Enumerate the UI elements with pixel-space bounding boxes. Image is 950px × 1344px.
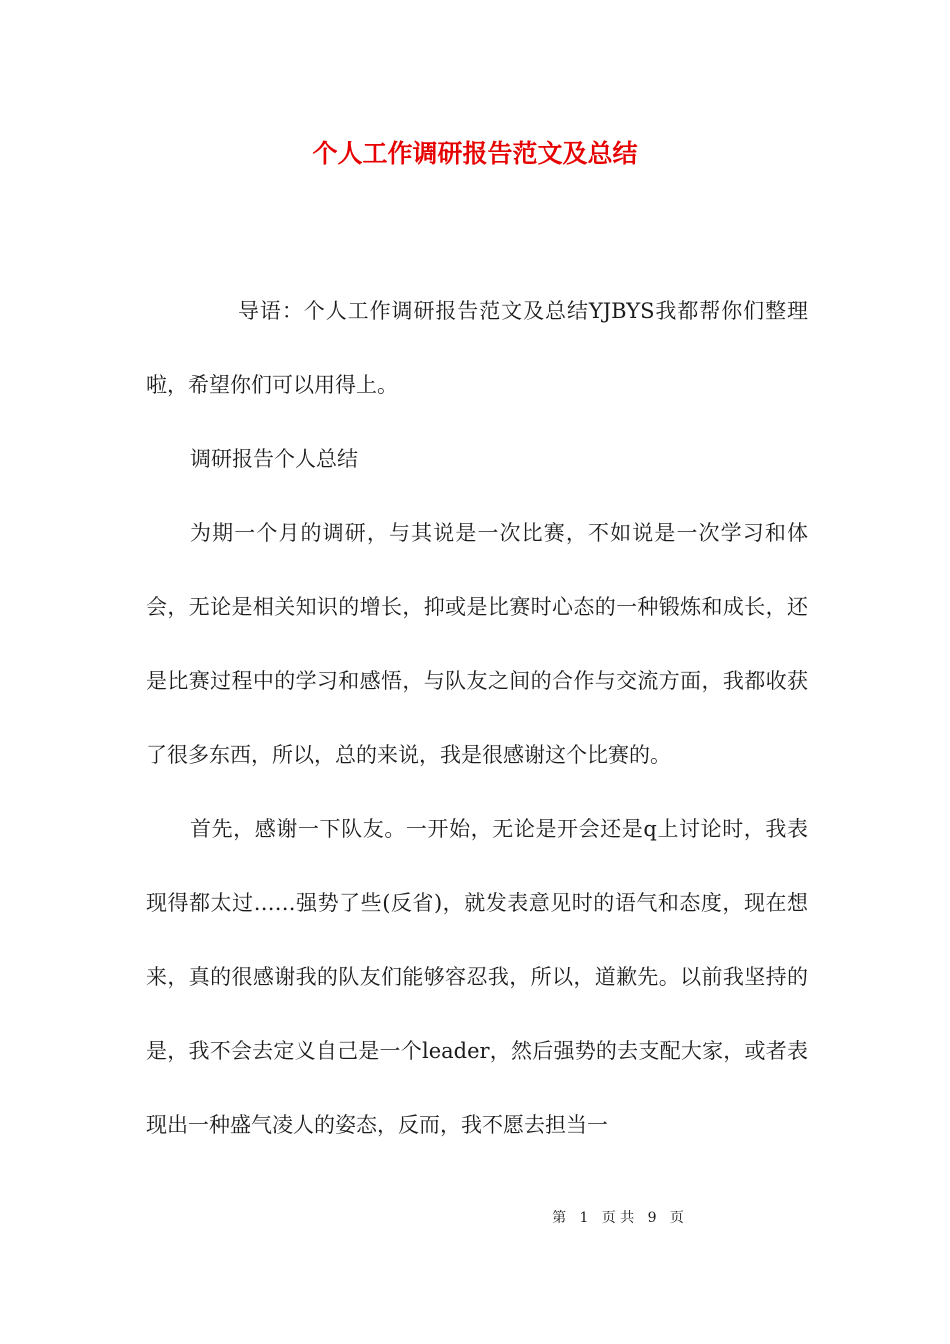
document-body xyxy=(146,274,808,1162)
page-footer xyxy=(0,1206,950,1230)
intro-paragraph: 导语：个人工作调研报告范文及总结YJBYS我都帮你们整理啦，希望你们可以用得上。 xyxy=(146,299,808,397)
document-title: 个人工作调研报告范文及总结 xyxy=(312,139,638,168)
footer-total-pages: 9 xyxy=(647,1210,657,1226)
footer-prefix: 第 xyxy=(552,1210,567,1226)
footer-middle: 页 共 xyxy=(601,1210,635,1226)
footer-current-page: 1 xyxy=(579,1210,589,1226)
footer-suffix: 页 xyxy=(669,1210,684,1226)
body-paragraph: 首先，感谢一下队友。一开始，无论是开会还是q上讨论时，我表现得都太过……强势了些(反省)，就发表意见时的语气和态度，现在想来，真的很感谢我的队友们能够容忍我，所以，道歉先。以前我坚持的是，我不会去定义自己是一个leader，然后强势的去支配大家，或者表现出一种盛气凌人的姿态，反而，我不愿去担当一 xyxy=(146,817,808,1137)
section-heading: 调研报告个人总结 xyxy=(190,447,358,471)
body-paragraph: 为期一个月的调研，与其说是一次比赛，不如说是一次学习和体会，无论是相关知识的增长，抑或是比赛时心态的一种锻炼和成长，还是比赛过程中的学习和感悟，与队友之间的合作与交流方面，我都收获了很多东西，所以，总的来说，我是很感谢这个比赛的。 xyxy=(146,521,808,767)
